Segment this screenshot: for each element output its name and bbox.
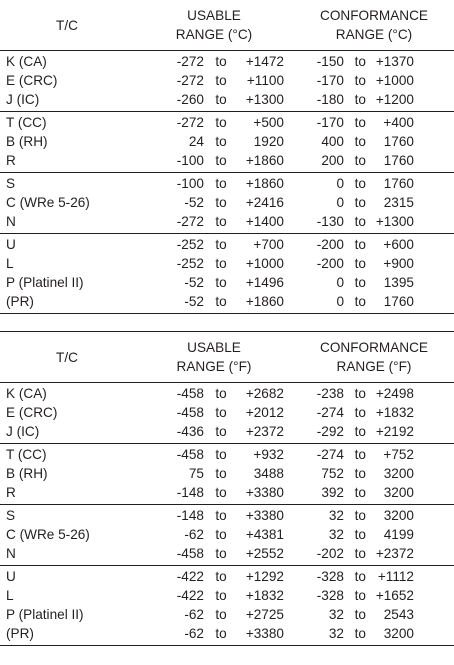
table-row (0, 422, 454, 441)
range-separator: to (215, 386, 227, 401)
range-separator: to (215, 176, 227, 191)
range-separator: to (354, 115, 366, 130)
table-row (0, 132, 454, 151)
thermocouple-type: S (6, 508, 16, 523)
range-separator: to (215, 405, 227, 420)
thermocouple-type: P (Platinel II) (6, 275, 84, 290)
usable-range-cell (134, 235, 294, 254)
usable-low: -260 (176, 92, 204, 107)
range-separator: to (215, 214, 227, 229)
range-separator: to (354, 256, 366, 271)
thermocouple-type: J (IC) (6, 424, 40, 439)
conformance-range-cell (294, 506, 454, 525)
thermocouple-type: K (CA) (6, 386, 47, 401)
usable-high: +1496 (245, 275, 284, 290)
table-row (0, 273, 454, 292)
range-separator: to (354, 485, 366, 500)
conformance-high: +1300 (375, 214, 414, 229)
range-separator: to (354, 214, 366, 229)
conformance-range-cell (294, 254, 454, 273)
thermocouple-type: P (Platinel II) (6, 607, 84, 622)
celsius-range-table (0, 0, 454, 314)
conformance-low: -292 (316, 424, 344, 439)
conformance-range-cell (294, 132, 454, 151)
range-separator: to (354, 447, 366, 462)
usable-low: -272 (176, 54, 204, 69)
range-separator: to (215, 275, 227, 290)
conformance-high: +600 (383, 237, 414, 252)
range-separator: to (354, 424, 366, 439)
usable-high: +3380 (245, 626, 284, 641)
conformance-high: +2372 (375, 546, 414, 561)
usable-low: -52 (184, 294, 204, 309)
thermocouple-type: R (6, 153, 16, 168)
usable-high: +3380 (245, 508, 284, 523)
range-separator: to (354, 195, 366, 210)
header-usable-line-2: RANGE (°F) (176, 359, 252, 374)
usable-high: +2012 (245, 405, 284, 420)
table-row (0, 193, 454, 212)
usable-low: -422 (176, 569, 204, 584)
usable-high: +700 (253, 237, 284, 252)
range-separator: to (354, 92, 366, 107)
thermocouple-type: S (6, 176, 16, 191)
conformance-range-cell (294, 445, 454, 464)
usable-range-cell (134, 464, 294, 483)
table-row (0, 445, 454, 464)
usable-low: -62 (184, 607, 204, 622)
range-separator: to (215, 153, 227, 168)
usable-low: 24 (188, 134, 204, 149)
range-separator: to (215, 424, 227, 439)
usable-high: +2416 (245, 195, 284, 210)
conformance-low: -150 (316, 54, 344, 69)
table-row (0, 605, 454, 624)
usable-range-cell (134, 132, 294, 151)
usable-high: +500 (253, 115, 284, 130)
header-tc-label: T/C (56, 349, 78, 365)
conformance-low: -274 (316, 447, 344, 462)
table-row (0, 113, 454, 132)
table-row (0, 292, 454, 311)
conformance-low: 200 (321, 153, 344, 168)
usable-range-cell (134, 273, 294, 292)
thermocouple-group (0, 505, 454, 566)
usable-low: -458 (176, 386, 204, 401)
header-usable-range (134, 6, 294, 44)
usable-high: +1832 (245, 588, 284, 603)
conformance-high: 1760 (383, 134, 414, 149)
usable-low: -436 (176, 424, 204, 439)
usable-low: -148 (176, 485, 204, 500)
conformance-low: 0 (336, 275, 344, 290)
thermocouple-group (0, 112, 454, 173)
range-separator: to (354, 569, 366, 584)
table-row (0, 403, 454, 422)
conformance-low: 0 (336, 294, 344, 309)
usable-range-cell (134, 525, 294, 544)
conformance-range-cell (294, 567, 454, 586)
table-row (0, 384, 454, 403)
usable-low: -62 (184, 527, 204, 542)
usable-range-cell (134, 212, 294, 231)
thermocouple-type: J (IC) (6, 92, 40, 107)
table-row (0, 235, 454, 254)
conformance-low: -274 (316, 405, 344, 420)
conformance-high: +752 (383, 447, 414, 462)
thermocouple-type: U (6, 569, 16, 584)
conformance-high: 1395 (383, 275, 414, 290)
usable-high: +2372 (245, 424, 284, 439)
range-separator: to (215, 607, 227, 622)
usable-high: +1400 (245, 214, 284, 229)
usable-high: +4381 (245, 527, 284, 542)
usable-low: -100 (176, 153, 204, 168)
thermocouple-type: L (6, 588, 14, 603)
usable-high: 1920 (253, 134, 284, 149)
thermocouple-type: N (6, 214, 16, 229)
usable-range-cell (134, 586, 294, 605)
usable-range-cell (134, 506, 294, 525)
table-row (0, 624, 454, 643)
thermocouple-type: C (WRe 5-26) (6, 527, 90, 542)
conformance-low: 0 (336, 176, 344, 191)
header-conformance-range (294, 6, 454, 44)
table-row (0, 212, 454, 231)
conformance-high: 3200 (383, 626, 414, 641)
table-row (0, 567, 454, 586)
conformance-low: -202 (316, 546, 344, 561)
range-separator: to (215, 569, 227, 584)
conformance-range-cell (294, 483, 454, 502)
conformance-high: +1200 (375, 92, 414, 107)
usable-low: -458 (176, 546, 204, 561)
thermocouple-type: K (CA) (6, 54, 47, 69)
conformance-range-cell (294, 212, 454, 231)
conformance-low: -180 (316, 92, 344, 107)
range-separator: to (354, 626, 366, 641)
range-separator: to (215, 134, 227, 149)
conformance-low: -328 (316, 588, 344, 603)
usable-range-cell (134, 292, 294, 311)
usable-range-cell (134, 174, 294, 193)
conformance-range-cell (294, 113, 454, 132)
range-separator: to (215, 447, 227, 462)
range-separator: to (215, 546, 227, 561)
thermocouple-type: (PR) (6, 294, 34, 309)
usable-range-cell (134, 52, 294, 71)
usable-high: +1860 (245, 176, 284, 191)
table-row (0, 254, 454, 273)
usable-high: +2552 (245, 546, 284, 561)
range-separator: to (354, 153, 366, 168)
range-separator: to (354, 607, 366, 622)
conformance-range-cell (294, 624, 454, 643)
table-row (0, 71, 454, 90)
conformance-range-cell (294, 544, 454, 563)
usable-low: -252 (176, 237, 204, 252)
range-separator: to (215, 73, 227, 88)
range-separator: to (354, 134, 366, 149)
thermocouple-type: L (6, 256, 14, 271)
range-separator: to (354, 588, 366, 603)
thermocouple-type: (PR) (6, 626, 34, 641)
conformance-low: 392 (321, 485, 344, 500)
header-usable-range (134, 338, 294, 376)
usable-range-cell (134, 544, 294, 563)
conformance-range-cell (294, 586, 454, 605)
conformance-low: 32 (328, 607, 344, 622)
conformance-high: +1000 (375, 73, 414, 88)
conformance-range-cell (294, 464, 454, 483)
conformance-high: 1760 (383, 153, 414, 168)
usable-low: -52 (184, 195, 204, 210)
range-separator: to (215, 237, 227, 252)
usable-high: +1100 (246, 73, 284, 88)
usable-range-cell (134, 445, 294, 464)
usable-low: -52 (184, 275, 204, 290)
conformance-low: 32 (328, 527, 344, 542)
table-header (0, 331, 454, 383)
conformance-range-cell (294, 422, 454, 441)
thermocouple-group (0, 566, 454, 646)
header-conformance-line-2: RANGE (°F) (336, 359, 412, 374)
conformance-high: +2498 (375, 386, 414, 401)
header-usable-line-1: USABLE (187, 8, 241, 23)
range-separator: to (215, 92, 227, 107)
table-row (0, 174, 454, 193)
thermocouple-type: T (CC) (6, 447, 47, 462)
usable-high: +2682 (245, 386, 284, 401)
thermocouple-group (0, 173, 454, 234)
range-separator: to (354, 294, 366, 309)
table-row (0, 90, 454, 109)
conformance-high: 3200 (383, 485, 414, 500)
thermocouple-type: U (6, 237, 16, 252)
usable-high: +1000 (245, 256, 284, 271)
conformance-range-cell (294, 90, 454, 109)
conformance-low: -328 (316, 569, 344, 584)
usable-range-cell (134, 71, 294, 90)
conformance-range-cell (294, 151, 454, 170)
conformance-range-cell (294, 174, 454, 193)
range-separator: to (215, 508, 227, 523)
range-separator: to (215, 588, 227, 603)
thermocouple-type: E (CRC) (6, 73, 58, 88)
usable-low: -148 (176, 508, 204, 523)
usable-high: +1860 (245, 294, 284, 309)
range-separator: to (354, 386, 366, 401)
conformance-range-cell (294, 403, 454, 422)
usable-range-cell (134, 403, 294, 422)
range-separator: to (354, 466, 366, 481)
range-separator: to (354, 176, 366, 191)
table-row (0, 151, 454, 170)
header-conformance-line-2: RANGE (°C) (335, 27, 413, 42)
thermocouple-type: C (WRe 5-26) (6, 195, 90, 210)
conformance-high: +400 (383, 115, 414, 130)
range-separator: to (354, 527, 366, 542)
usable-high: +1472 (245, 54, 284, 69)
thermocouple-type: N (6, 546, 16, 561)
table-row (0, 464, 454, 483)
range-separator: to (354, 54, 366, 69)
usable-high: +1300 (245, 92, 284, 107)
table-row (0, 483, 454, 502)
range-separator: to (215, 466, 227, 481)
conformance-low: -170 (316, 73, 344, 88)
usable-range-cell (134, 151, 294, 170)
conformance-high: +1832 (375, 405, 414, 420)
conformance-high: +1370 (375, 54, 414, 69)
conformance-low: -200 (316, 237, 344, 252)
conformance-low: -238 (316, 386, 344, 401)
conformance-range-cell (294, 525, 454, 544)
range-separator: to (215, 54, 227, 69)
thermocouple-type: E (CRC) (6, 405, 58, 420)
conformance-low: 32 (328, 626, 344, 641)
range-separator: to (215, 485, 227, 500)
table-row (0, 544, 454, 563)
conformance-range-cell (294, 193, 454, 212)
range-separator: to (354, 237, 366, 252)
usable-range-cell (134, 605, 294, 624)
conformance-high: +1652 (375, 588, 414, 603)
conformance-high: 3200 (383, 466, 414, 481)
range-separator: to (354, 546, 366, 561)
table-row (0, 586, 454, 605)
range-separator: to (215, 294, 227, 309)
usable-range-cell (134, 113, 294, 132)
conformance-low: 0 (336, 195, 344, 210)
conformance-high: +2192 (375, 424, 414, 439)
usable-range-cell (134, 483, 294, 502)
conformance-range-cell (294, 384, 454, 403)
header-conformance-range (294, 338, 454, 376)
usable-low: -272 (176, 73, 204, 88)
conformance-high: 1760 (383, 176, 414, 191)
thermocouple-type: T (CC) (6, 115, 47, 130)
usable-range-cell (134, 193, 294, 212)
conformance-range-cell (294, 71, 454, 90)
conformance-high: +900 (383, 256, 414, 271)
usable-range-cell (134, 422, 294, 441)
conformance-high: 1760 (383, 294, 414, 309)
range-separator: to (215, 626, 227, 641)
conformance-low: 752 (321, 466, 344, 481)
range-separator: to (354, 405, 366, 420)
conformance-high: +1112 (377, 569, 414, 584)
conformance-range-cell (294, 273, 454, 292)
usable-high: +2725 (245, 607, 284, 622)
fahrenheit-range-table (0, 331, 454, 646)
conformance-range-cell (294, 605, 454, 624)
conformance-low: 400 (321, 134, 344, 149)
table-header (0, 0, 454, 51)
thermocouple-group (0, 383, 454, 444)
header-usable-line-2: RANGE (°C) (175, 27, 253, 42)
usable-range-cell (134, 567, 294, 586)
usable-range-cell (134, 90, 294, 109)
table-row (0, 52, 454, 71)
range-separator: to (215, 115, 227, 130)
header-usable-line-1: USABLE (187, 340, 241, 355)
usable-range-cell (134, 384, 294, 403)
range-separator: to (354, 275, 366, 290)
usable-high: 3488 (253, 466, 284, 481)
conformance-range-cell (294, 292, 454, 311)
header-conformance-line-1: CONFORMANCE (320, 340, 428, 355)
conformance-high: 2543 (383, 607, 414, 622)
usable-low: -100 (176, 176, 204, 191)
range-separator: to (215, 195, 227, 210)
thermocouple-group (0, 234, 454, 314)
header-conformance-line-1: CONFORMANCE (320, 8, 428, 23)
conformance-range-cell (294, 235, 454, 254)
usable-high: +3380 (245, 485, 284, 500)
table-row (0, 525, 454, 544)
thermocouple-group (0, 51, 454, 112)
range-separator: to (215, 527, 227, 542)
usable-high: +1292 (245, 569, 284, 584)
usable-low: -458 (176, 447, 204, 462)
usable-low: -272 (176, 115, 204, 130)
conformance-high: 2315 (383, 195, 414, 210)
thermocouple-type: B (RH) (6, 134, 48, 149)
usable-low: -422 (176, 588, 204, 603)
conformance-high: 4199 (383, 527, 414, 542)
conformance-low: -170 (316, 115, 344, 130)
thermocouple-type: R (6, 485, 16, 500)
conformance-low: 32 (328, 508, 344, 523)
usable-high: +1860 (245, 153, 284, 168)
range-separator: to (354, 73, 366, 88)
usable-range-cell (134, 254, 294, 273)
conformance-low: -130 (316, 214, 344, 229)
usable-low: -62 (184, 626, 204, 641)
usable-low: -458 (176, 405, 204, 420)
usable-range-cell (134, 624, 294, 643)
range-separator: to (354, 508, 366, 523)
range-separator: to (215, 256, 227, 271)
thermocouple-group (0, 444, 454, 505)
thermocouple-type: B (RH) (6, 466, 48, 481)
usable-high: +932 (253, 447, 284, 462)
header-tc-label: T/C (56, 17, 78, 33)
conformance-high: 3200 (383, 508, 414, 523)
conformance-range-cell (294, 52, 454, 71)
usable-low: -252 (176, 256, 204, 271)
table-row (0, 506, 454, 525)
conformance-low: -200 (316, 256, 344, 271)
usable-low: 75 (188, 466, 204, 481)
usable-low: -272 (176, 214, 204, 229)
